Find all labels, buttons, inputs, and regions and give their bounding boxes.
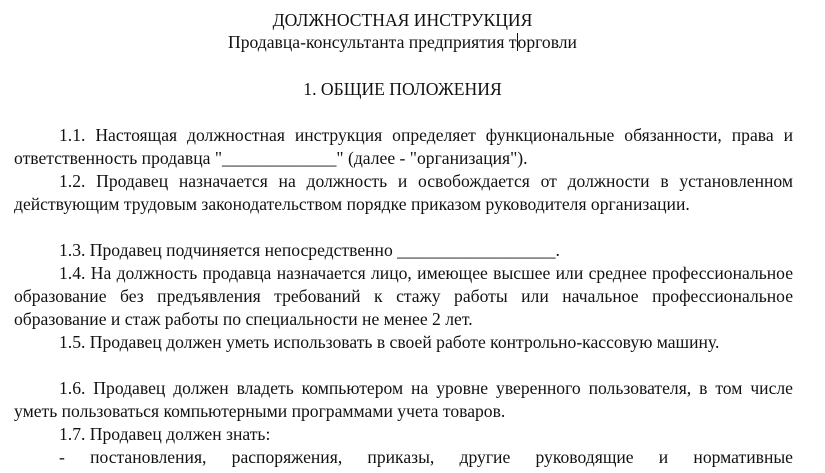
list-item-dash: - постановления, распоряжения, приказы, другие руководящие и нормативные: [59, 447, 793, 467]
paragraph-1-7: 1.7. Продавец должен знать:: [59, 424, 271, 444]
paragraph-1-5: 1.5. Продавец должен уметь использовать в своей работе контрольно-кассовую машину.: [59, 332, 720, 352]
paragraph-1-3: 1.3. Продавец подчиняется непосредственно __________________.: [59, 240, 560, 260]
paragraph-1-4: 1.4. На должность продавца назначается лицо, имеющее высшее или среднее профессиональное образование без предъявления требований к стажу работы или начальное профессиональное образование и стаж работы по специальности не менее 2 лет.: [14, 263, 793, 329]
document-title: ДОЛЖНОСТНАЯ ИНСТРУКЦИЯ: [272, 10, 533, 30]
subtitle-part-1: Продавца-консультанта предприятия т: [228, 32, 517, 52]
subtitle-part-2: орговли: [517, 32, 577, 52]
paragraph-1-6: 1.6. Продавец должен владеть компьютером на уровне уверенного пользователя, в том числе уметь пользоваться компьютерными программами учета товаров.: [14, 378, 793, 421]
paragraph-1-2: 1.2. Продавец назначается на должность и освобождается от должности в установленном действующим трудовым законодательством порядке приказом руководителя организации.: [14, 171, 793, 214]
paragraph-1-1: 1.1. Настоящая должностная инструкция определяет функциональные обязанности, права и ответственность продавца "_____________" (далее - "организация").: [14, 125, 793, 168]
document-subtitle: [0, 32, 805, 52]
section-title: 1. ОБЩИЕ ПОЛОЖЕНИЯ: [303, 79, 502, 99]
